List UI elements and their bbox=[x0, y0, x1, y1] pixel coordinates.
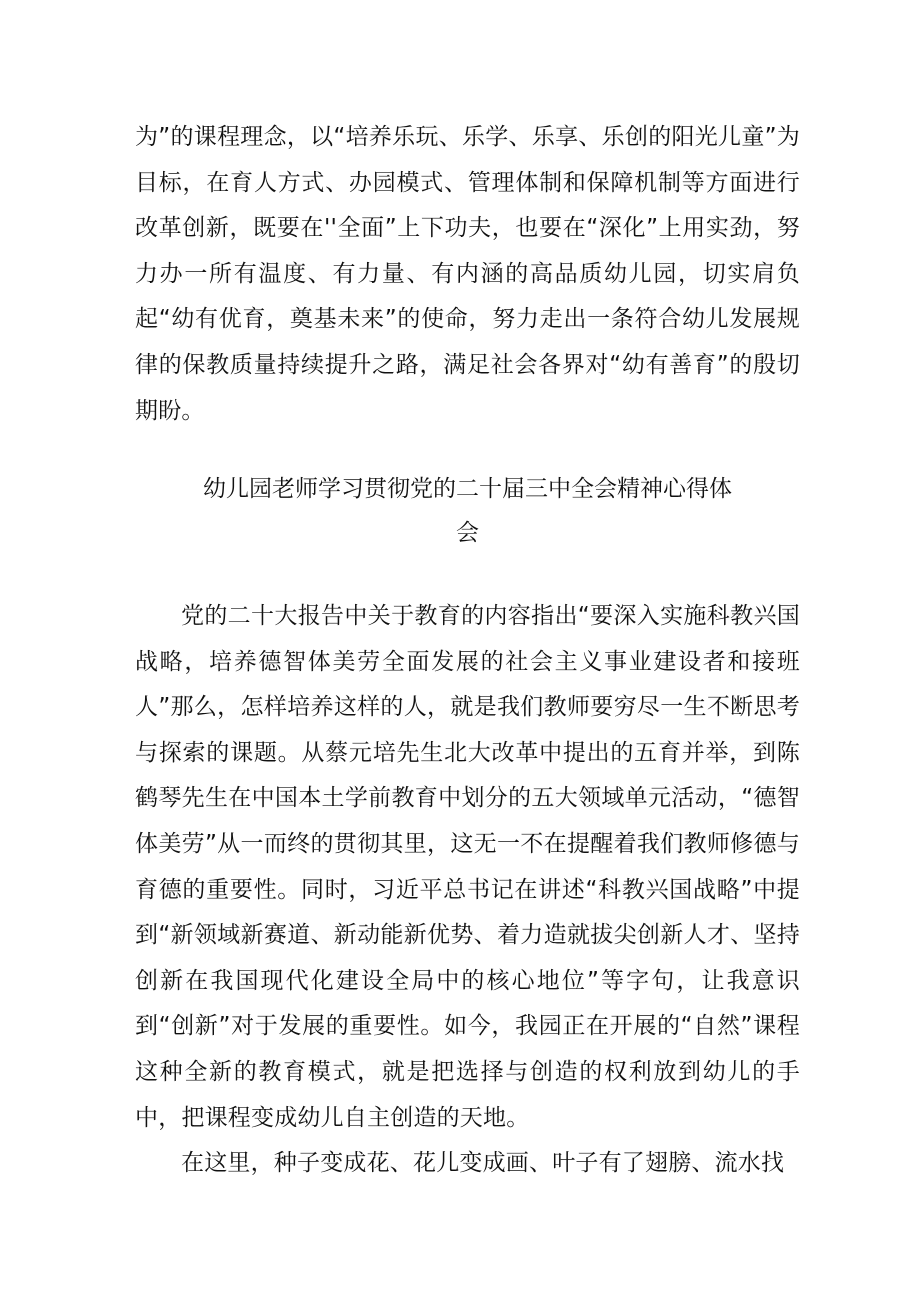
body-paragraph-2: 在这里，种子变成花、花儿变成画、叶子有了翅膀、流水找 bbox=[181, 1150, 785, 1177]
document-title bbox=[135, 467, 800, 555]
continuation-paragraph: 为”的课程理念，以“培养乐玩、乐学、乐享、乐创的阳光儿童”为目标，在育人方式、办园模式、管理体制和保障机制等方面进行改革创新，既要在''全面”上下功夫，也要在“深化”上用实劲，努力办一所有温度、有力量、有内涵的高品质幼儿园，切实肩负起“幼有优育，奠基未来”的使命，努力走出一条符合幼儿发展规律的保教质量持续提升之路，满足社会各界对“幼有善育”的殷切期盼。 bbox=[135, 124, 800, 424]
title-line-1: 幼儿园老师学习贯彻党的二十届三中全会精神心得体 bbox=[203, 476, 732, 502]
text-section-body bbox=[135, 594, 800, 1187]
body-paragraph-1: 党的二十大报告中关于教育的内容指出“要深入实施科教兴国战略，培养德智体美劳全面发展的社会主义事业建设者和接班人”那么，怎样培养这样的人，就是我们教师要穷尽一生不断思考与探索的课题。从蔡元培先生北大改革中提出的五育并举，到陈鹤琴先生在中国本土学前教育中划分的五大领域单元活动，“德智体美劳”从一而终的贯彻其里，这无一不在提醒着我们教师修德与育德的重要性。同时，习近平总书记在讲述“科教兴国战略”中提到“新领域新赛道、新动能新优势、着力造就拔尖创新人才、坚持创新在我国现代化建设全局中的核心地位”等字句，让我意识到“创新”对于发展的重要性。如今，我园正在开展的“自然”课程这种全新的教育模式，就是把选择与创造的权利放到幼儿的手中，把课程变成幼儿自主创造的天地。 bbox=[135, 603, 800, 1131]
title-line-2: 会 bbox=[456, 520, 479, 546]
text-section-top bbox=[135, 115, 800, 434]
